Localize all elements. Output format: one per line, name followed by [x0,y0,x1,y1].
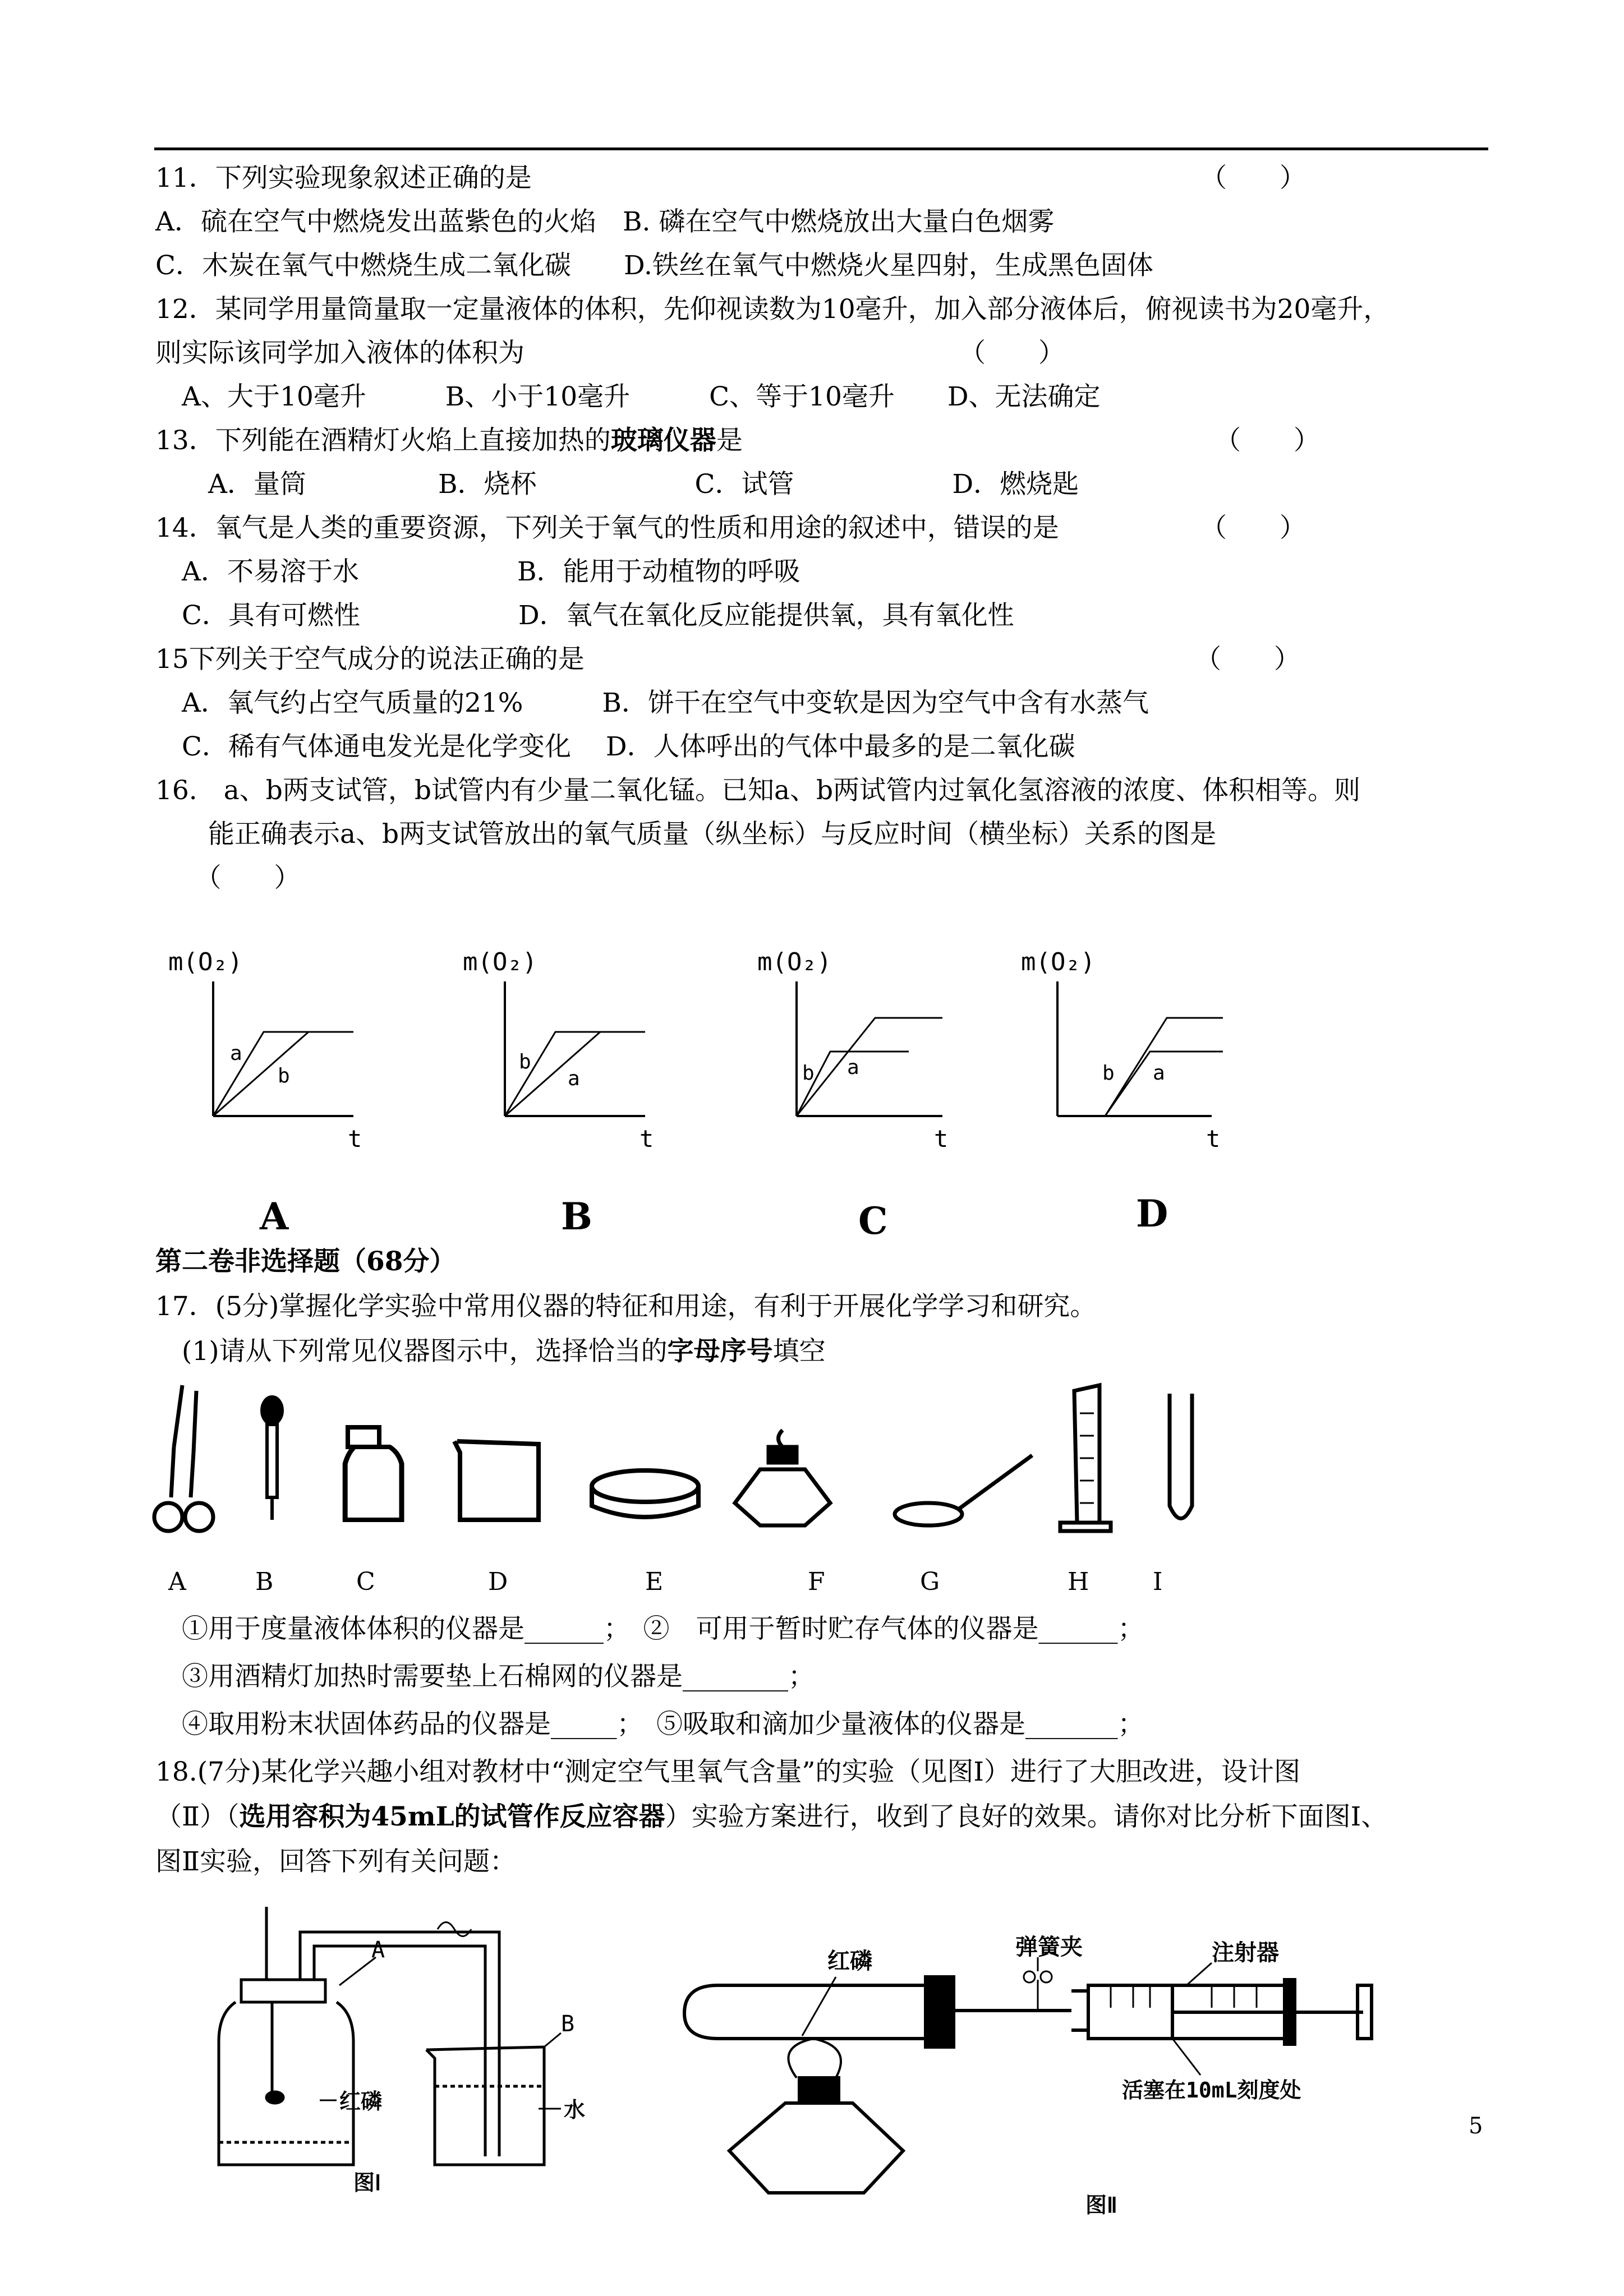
instrument-label-h: H [1068,1567,1089,1596]
svg-text:a: a [847,1056,859,1079]
q17-sub1: (1)请从下列常见仪器图示中，选择恰当的字母序号填空 [155,1336,826,1367]
q16-bracket: （ ） [155,863,301,893]
svg-text:b: b [519,1050,531,1073]
svg-text:a: a [568,1067,580,1090]
q12-stem-2: 则实际该同学加入液体的体积为 [155,338,525,368]
figure-1 [202,1907,651,2198]
q11-stem: 11．下列实验现象叙述正确的是 [155,163,532,193]
graph-d-ylabel: m(O₂) [1021,948,1096,976]
svg-text:t: t [640,1125,654,1152]
q15-options-1: A．氧气约占空气质量的21% B．饼干在空气中变软是因为空气中含有水蒸气 [155,688,1149,718]
q14-options-2: C．具有可燃性 D．氧气在氧化反应能提供氧，具有氧化性 [155,600,1014,631]
q15-stem: 15下列关于空气成分的说法正确的是 [155,644,585,675]
svg-text:t: t [1206,1125,1221,1152]
test-tube-icon [1170,1394,1192,1519]
svg-text:b: b [802,1062,815,1085]
graph-a [157,942,370,1167]
q13-bracket: （ ） [1214,425,1320,456]
medicine-spoon-icon [895,1455,1032,1525]
graduated-cylinder-icon [1060,1385,1111,1531]
beaker-icon [454,1441,539,1520]
instrument-label-b: B [255,1567,274,1596]
q13-stem: 13．下列能在酒精灯火焰上直接加热的玻璃仪器是 [155,425,743,456]
svg-text:t: t [348,1125,362,1152]
fig2-label-spring-clip: 弹簧夹 [1015,1934,1083,1960]
fig2-label-syringe: 注射器 [1212,1940,1279,1966]
instruments-figure [151,1380,1217,1565]
top-rule [154,147,1488,150]
instrument-label-f: F [808,1567,825,1596]
q14-bracket: （ ） [1200,513,1306,543]
q12-options: A、大于10毫升 B、小于10毫升 C、等于10毫升 D、无法确定 [155,381,1101,412]
q16-stem-2: 能正确表示a、b两支试管放出的氧气质量（纵坐标）与反应时间（横坐标）关系的图是 [155,819,1217,850]
graph-b-label: B [561,1195,592,1238]
q15-options-2: C．稀有气体通电发光是化学变化 D．人体呼出的气体中最多的是二氧化碳 [155,731,1075,762]
q13-options: A．量筒 B．烧杯 C．试管 D．燃烧匙 [155,469,1079,500]
instrument-label-g: G [920,1567,940,1596]
fig2-label-phosphorus: 红磷 [827,1948,872,1974]
graph-a-label: A [260,1195,289,1238]
graph-d [1010,942,1234,1167]
q17-blank-3: ④取用粉末状固体药品的仪器是_____； ⑤吸取和滴加少量液体的仪器是_______； [155,1709,1144,1740]
curve-b [213,1032,309,1116]
q17-blank-2: ③用酒精灯加热时需要垫上石棉网的仪器是________； [155,1661,815,1692]
svg-text:b: b [1102,1062,1115,1085]
q16-stem-1: 16. a、b两支试管，b试管内有少量二氧化锰。已知a、b两试管内过氧化氢溶液的浓度、体积相等。则 [155,775,1361,806]
q17-stem: 17．(5分)掌握化学实验中常用仪器的特征和用途，有利于开展化学学习和研究。 [155,1291,1097,1322]
svg-text:a: a [1153,1062,1165,1085]
q18-line-1: 18.(7分)某化学兴趣小组对教材中“测定空气里氧气含量”的实验（见图Ⅰ）进行了大胆改进，设计图 [155,1756,1300,1787]
svg-text:t: t [934,1125,949,1152]
page-number: 5 [1469,2113,1483,2139]
fig2-label-piston: 活塞在10mL刻度处 [1122,2078,1301,2103]
instrument-label-e: E [645,1567,664,1596]
graph-c-label: C [858,1199,888,1243]
fig1-label-phosphorus: 红磷 [339,2089,383,2114]
q12-bracket: （ ） [959,338,1065,368]
q18-line-3: 图Ⅱ实验，回答下列有关问题： [155,1846,516,1877]
svg-text:b: b [278,1064,290,1087]
gas-jar-icon [345,1427,402,1520]
instrument-label-i: I [1153,1567,1163,1596]
fig2-caption: 图Ⅱ [1085,2193,1117,2217]
curve-a [797,1018,942,1116]
figure-2 [673,1929,1430,2221]
dropper-icon [262,1397,282,1520]
q11-options-2: C．木炭在氧气中燃烧生成二氧化碳 D.铁丝在氧气中燃烧火星四射，生成黑色固体 [155,250,1153,281]
q11-options-1: A．硫在空气中燃烧发出蓝紫色的火焰 B. 磷在空气中燃烧放出大量白色烟雾 [155,206,1055,237]
instrument-label-d: D [488,1567,508,1596]
fig1-caption: 图Ⅰ [353,2170,381,2195]
fig1-label-water: 水 [564,2097,586,2122]
svg-text:a: a [230,1042,242,1065]
graph-d-label: D [1136,1192,1168,1235]
q14-options-1: A．不易溶于水 B．能用于动植物的呼吸 [155,556,801,587]
instrument-label-c: C [356,1567,375,1596]
q15-bracket: （ ） [1195,644,1300,675]
q11-bracket: （ ） [1200,163,1306,193]
instrument-label-a: A [168,1567,186,1596]
fig1-label-b: B [561,2011,575,2037]
alcohol-lamp-icon [735,1430,830,1525]
graph-a-ylabel: m(O₂) [168,948,243,976]
section-2-title: 第二卷非选择题（68分） [155,1246,456,1277]
crucible-tongs-icon [154,1385,213,1531]
q18-line-2: （Ⅱ）（选用容积为45mL的试管作反应容器）实验方案进行，收到了良好的效果。请你对比分析下面图Ⅰ、 [155,1801,1388,1832]
curve-a [505,1032,600,1116]
fig1-label-a: A [371,1937,385,1963]
graph-c [746,942,959,1167]
graph-c-ylabel: m(O₂) [757,948,832,976]
q12-stem-1: 12．某同学用量筒量取一定量液体的体积，先仰视读数为10毫升，加入部分液体后，俯视读书为20毫升， [155,294,1390,325]
graph-b [449,942,662,1167]
q17-blank-1: ①用于度量液体体积的仪器是______； ② 可用于暂时贮存气体的仪器是______； [155,1613,1144,1644]
graph-b-ylabel: m(O₂) [463,948,537,976]
evaporating-dish-icon [592,1470,698,1517]
q14-stem: 14．氧气是人类的重要资源，下列关于氧气的性质和用途的叙述中，错误的是 [155,513,1059,543]
